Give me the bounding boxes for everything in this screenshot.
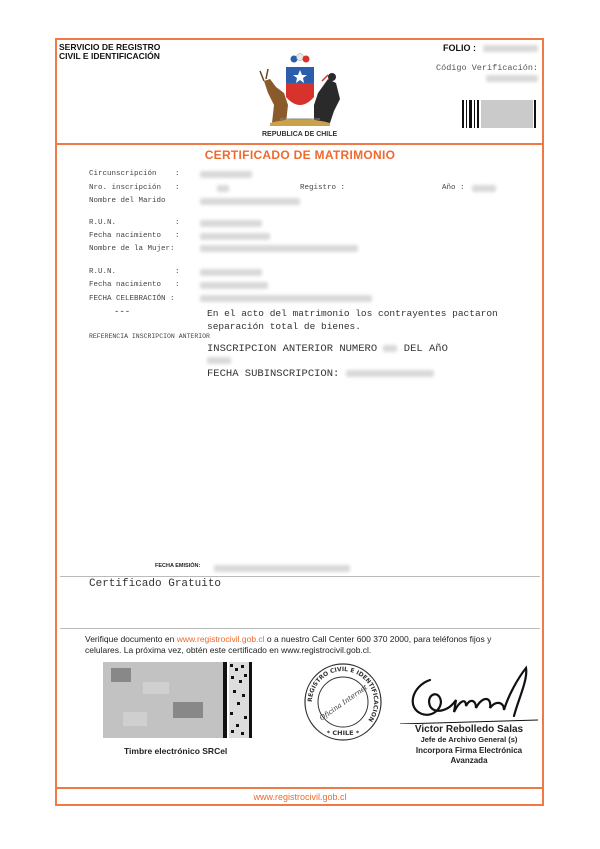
svg-text:REGISTRO CIVIL E IDENTIFICACIO [307, 666, 379, 723]
reference-label: REFERENCIA INSCRIPCION ANTERIOR [89, 333, 210, 340]
value-redacted [200, 233, 270, 240]
colon: : [175, 232, 180, 240]
signer-note-2: Avanzada [450, 756, 488, 765]
emission-rule [60, 576, 540, 577]
label-run-2: R.U.N. [89, 268, 117, 276]
header-divider [55, 143, 544, 145]
coat-of-arms-icon [250, 53, 350, 129]
label-fecha-nacimiento-1: Fecha nacimiento [89, 232, 162, 240]
value-redacted [200, 198, 300, 205]
verification-redacted [486, 75, 538, 82]
folio-label: FOLIO : [443, 43, 476, 53]
value-redacted [200, 220, 262, 227]
reference-line-1 [207, 343, 448, 355]
verify-text [85, 634, 535, 656]
reference-line-2a: FECHA SUBINSCRIPCION: [207, 368, 340, 380]
label-run-1: R.U.N. [89, 219, 117, 227]
signer-name: Victor Rebolledo Salas [414, 724, 524, 735]
stamp-country-text: * CHILE * [326, 729, 360, 737]
certificate-title: CERTIFICADO DE MATRIMONIO [204, 148, 396, 162]
signature-icon [400, 660, 538, 724]
reference-line-1b: DEL AñO [403, 343, 448, 355]
footer-divider [55, 787, 544, 789]
value-redacted [200, 282, 268, 289]
value-redacted [217, 185, 229, 192]
org-name [59, 43, 160, 61]
value-redacted [207, 357, 231, 364]
label-nombre-marido: Nombre del Marido [89, 197, 166, 205]
label-fecha-nacimiento-2: Fecha nacimiento [89, 281, 162, 289]
verify-link[interactable]: www.registrocivil.gob.cl [176, 634, 265, 644]
label-anio: Año : [442, 184, 465, 192]
value-redacted [383, 345, 397, 352]
colon: : [175, 170, 180, 178]
label-nombre-mujer: Nombre de la Mujer: [89, 245, 175, 253]
colon: : [175, 268, 180, 276]
value-redacted [346, 370, 434, 377]
note-text [207, 307, 498, 333]
official-stamp-icon [303, 662, 383, 742]
emission-redacted [214, 565, 350, 572]
stamp-ring-text: REGISTRO CIVIL E IDENTIFICACION [306, 665, 380, 723]
verify-text-b: o a nuestro Call Center 600 370 2000, para teléfonos fijos y [264, 634, 492, 644]
note-line-1: En el acto del matrimonio los contrayentes pactaron [207, 308, 498, 319]
value-redacted [200, 245, 358, 252]
org-line-2: CIVIL E IDENTIFICACIÓN [59, 51, 160, 61]
barcode-icon [462, 100, 538, 128]
value-redacted [200, 295, 372, 302]
footer-rule [60, 628, 540, 629]
label-nro-inscripcion: Nro. inscripción [89, 184, 162, 192]
stamp-center-text: Oficina Internet [318, 683, 370, 723]
verification-label: Código Verificación: [436, 63, 539, 73]
org-line-1: SERVICIO DE REGISTRO [59, 42, 161, 52]
signer-block [400, 724, 538, 766]
country-label: REPUBLICA DE CHILE [262, 131, 338, 138]
folio-redacted [483, 45, 538, 52]
value-redacted [200, 269, 262, 276]
colon: : [175, 219, 180, 227]
label-fecha-celebracion: FECHA CELEBRACIÓN : [89, 295, 175, 303]
bottom-link[interactable]: www.registrocivil.gob.cl [253, 792, 347, 802]
qr-code-icon [103, 662, 253, 738]
reference-line-2 [207, 368, 434, 380]
emission-label: FECHA EMISIÓN: [155, 563, 201, 569]
signer-title: Jefe de Archivo General (s) [420, 735, 518, 744]
verify-text-a: Verifique documento en [85, 634, 177, 644]
gratuito-label: Certificado Gratuito [89, 578, 222, 590]
value-redacted [472, 185, 496, 192]
colon: : [175, 281, 180, 289]
label-registro: Registro : [300, 184, 346, 192]
note-line-2: separación total de bienes. [207, 321, 361, 332]
value-redacted [200, 171, 252, 178]
colon: : [175, 184, 180, 192]
verify-text-line-2: celulares. La próxima vez, obtén este certificado en www.registrocivil.gob.cl. [85, 645, 372, 655]
note-dashes: --- [114, 307, 131, 317]
reference-line-1a: INSCRIPCION ANTERIOR NUMERO [207, 343, 378, 355]
timbre-label: Timbre electrónico SRCel [124, 746, 228, 756]
label-circunscripcion: Circunscripción [89, 170, 157, 178]
signer-note-1: Incorpora Firma Electrónica [415, 746, 523, 755]
